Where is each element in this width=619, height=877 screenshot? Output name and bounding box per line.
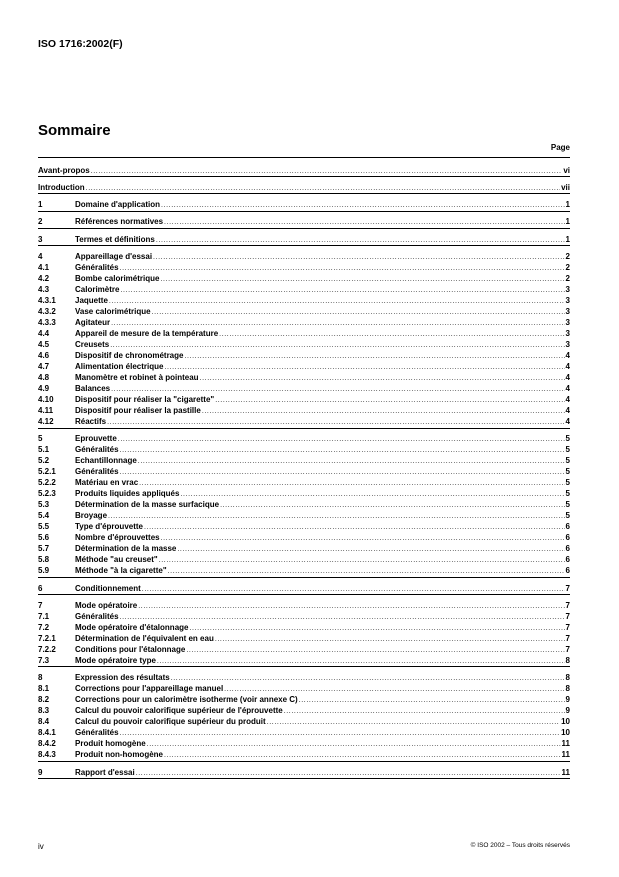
toc-entry-page: 9: [565, 695, 570, 705]
toc-entry-page: 7: [565, 622, 570, 632]
toc-entry-page: 5: [565, 489, 570, 499]
toc-entry-page: 8: [565, 684, 570, 694]
toc-entry[interactable]: [38, 499, 570, 510]
toc-entry-page: 3: [565, 340, 570, 349]
dot-leader: [142, 584, 565, 595]
toc-entry-title: Méthode "à la cigarette": [75, 566, 167, 576]
section-divider: [38, 428, 570, 429]
toc-entry-page: vii: [561, 182, 570, 192]
toc-entry-page: 11: [561, 750, 570, 760]
toc-entry[interactable]: [38, 216, 570, 227]
dot-leader: [107, 417, 564, 428]
toc-entry-title: Expression des résultats: [75, 673, 170, 683]
toc-entry-number: 4.3.2: [38, 307, 56, 316]
toc-entry-number: 4.4: [38, 329, 50, 338]
toc-entry-number: 4.11: [38, 406, 54, 415]
toc-entry-number: 4.9: [38, 384, 50, 393]
section-divider: [38, 666, 570, 667]
toc-entry-page: 5: [565, 434, 570, 444]
toc-entry[interactable]: [38, 694, 570, 705]
dot-leader: [168, 566, 565, 577]
toc-entry[interactable]: [38, 372, 570, 383]
toc-entry-page: 4: [565, 373, 570, 382]
toc-entry-page: 5: [565, 500, 570, 510]
toc-entry[interactable]: [38, 182, 570, 193]
toc-entry-number: 8.4.1: [38, 728, 56, 738]
dot-leader: [161, 200, 565, 211]
section-divider: [38, 228, 570, 229]
toc-entry-number: 7.2.2: [38, 644, 56, 654]
toc-entry[interactable]: [38, 317, 570, 328]
section-divider: [38, 176, 570, 177]
toc-entry-page: 6: [565, 566, 570, 576]
toc-entry[interactable]: [38, 444, 570, 455]
toc-entry[interactable]: [38, 455, 570, 466]
toc-entry-page: 4: [565, 406, 570, 415]
toc-entry-number: 8.4.3: [38, 750, 56, 760]
toc-entry-number: 5.4: [38, 511, 50, 521]
toc-entry-page: 5: [565, 456, 570, 466]
toc-entry-title: Avant-propos: [38, 165, 90, 175]
toc-entry[interactable]: [38, 510, 570, 521]
toc-entry[interactable]: [38, 683, 570, 694]
toc-entry[interactable]: [38, 165, 570, 176]
toc-entry-title: Agitateur: [75, 318, 111, 327]
dot-leader: [156, 235, 565, 246]
toc-entry-title: Broyage: [75, 511, 108, 521]
toc-entry-page: 7: [565, 633, 570, 643]
toc-entry-number: 5.2.2: [38, 478, 56, 488]
toc-entry-title: Méthode "au creuset": [75, 555, 158, 565]
toc-entry[interactable]: [38, 394, 570, 405]
toc-entry-title: Corrections pour un calorimètre isotherme (voir annexe C): [75, 695, 298, 705]
dot-leader: [164, 217, 565, 228]
top-divider: [38, 157, 570, 158]
toc-entry-page: 7: [565, 611, 570, 621]
toc-entry-page: 5: [565, 445, 570, 455]
toc-entry[interactable]: [38, 749, 570, 760]
toc-entry-number: 4.12: [38, 417, 54, 426]
toc-entry[interactable]: [38, 655, 570, 666]
toc-entry-title: Dispositif pour réaliser la "cigarette": [75, 395, 215, 404]
toc-entry-title: Appareillage d'essai: [75, 252, 153, 261]
toc-entry[interactable]: [38, 350, 570, 361]
toc-entry-title: Calorimètre: [75, 285, 120, 294]
document-id-header: ISO 1716:2002(F): [38, 38, 123, 50]
section-divider: [38, 577, 570, 578]
toc-entry-number: 7: [38, 600, 43, 610]
toc-entry[interactable]: [38, 611, 570, 622]
toc-entry[interactable]: [38, 306, 570, 317]
toc-entry-number: 8: [38, 673, 43, 683]
toc-entry-page: 2: [565, 274, 570, 283]
toc-entry-title: Conditions pour l'étalonnage: [75, 644, 186, 654]
toc-entry[interactable]: [38, 554, 570, 565]
toc-entry[interactable]: [38, 234, 570, 245]
toc-entry-title: Détermination de la masse: [75, 544, 177, 554]
toc-entry-title: Manomètre et robinet à pointeau: [75, 373, 199, 382]
toc-entry-page: 3: [565, 285, 570, 294]
toc-entry-page: 6: [565, 555, 570, 565]
toc-entry-page: vi: [563, 165, 570, 175]
toc-entry-number: 4.2: [38, 274, 50, 283]
toc-entry-page: 8: [565, 673, 570, 683]
toc-entry-number: 5.7: [38, 544, 50, 554]
toc-entry-title: Références normatives: [75, 217, 164, 227]
toc-entry-number: 5.1: [38, 445, 50, 455]
toc-entry-number: 8.4: [38, 717, 50, 727]
toc-entry-title: Calcul du pouvoir calorifique supérieur de l'éprouvette: [75, 706, 283, 716]
toc-entry[interactable]: [38, 295, 570, 306]
toc-entry[interactable]: [38, 262, 570, 273]
toc-entry[interactable]: [38, 600, 570, 611]
toc-entry-number: 3: [38, 234, 43, 244]
toc-entry-number: 4.3: [38, 285, 50, 294]
toc-entry-title: Généralités: [75, 467, 119, 477]
toc-entry-title: Creusets: [75, 340, 110, 349]
toc-entry[interactable]: [38, 716, 570, 727]
toc-entry-title: Conditionnement: [75, 583, 141, 593]
toc-entry-title: Introduction: [38, 182, 85, 192]
toc-entry-page: 3: [565, 296, 570, 305]
toc-entry-page: 4: [565, 417, 570, 426]
toc-entry-number: 6: [38, 583, 43, 593]
footer-copyright: © ISO 2002 – Tous droits réservés: [470, 842, 570, 849]
toc-entry-number: 2: [38, 217, 43, 227]
toc-entry-title: Balances: [75, 384, 111, 393]
dot-leader: [86, 183, 560, 194]
toc-entry[interactable]: [38, 705, 570, 716]
toc-entry-title: Type d'éprouvette: [75, 522, 143, 532]
toc-entry-page: 10: [561, 728, 570, 738]
toc-entry[interactable]: [38, 273, 570, 284]
toc-entry-page: 3: [565, 318, 570, 327]
toc-entry-title: Généralités: [75, 611, 119, 621]
toc-entry[interactable]: [38, 339, 570, 350]
toc-entry-number: 5.6: [38, 533, 50, 543]
toc-entry[interactable]: [38, 361, 570, 372]
toc-entry[interactable]: [38, 633, 570, 644]
toc-entry-number: 4.10: [38, 395, 54, 404]
toc-entry-number: 5.9: [38, 566, 50, 576]
toc-entry-number: 8.3: [38, 706, 50, 716]
toc-entry[interactable]: [38, 583, 570, 594]
section-divider: [38, 245, 570, 246]
toc-entry-page: 3: [565, 307, 570, 316]
section-divider: [38, 594, 570, 595]
dot-leader: [164, 750, 561, 761]
toc-entry[interactable]: [38, 622, 570, 633]
toc-entry-page: 4: [565, 351, 570, 360]
toc-entry-page: 2: [565, 263, 570, 272]
toc-entry-number: 5.5: [38, 522, 50, 532]
toc-entry-title: Jaquette: [75, 296, 108, 305]
toc-entry-title: Produit homogène: [75, 739, 146, 749]
toc-entry-page: 10: [561, 717, 570, 727]
dot-leader: [91, 166, 563, 177]
toc-entry-page: 9: [565, 706, 570, 716]
toc-entry[interactable]: [38, 738, 570, 749]
toc-entry-number: 5: [38, 434, 43, 444]
toc-entry[interactable]: [38, 416, 570, 427]
toc-entry[interactable]: [38, 405, 570, 416]
toc-entry-title: Réactifs: [75, 417, 107, 426]
toc-entry[interactable]: [38, 466, 570, 477]
toc-entry[interactable]: [38, 477, 570, 488]
toc-entry-page: 4: [565, 362, 570, 371]
toc-entry-title: Généralités: [75, 445, 119, 455]
page-column-label: Page: [550, 143, 570, 152]
toc-entry-title: Généralités: [75, 728, 119, 738]
toc-entry-title: Bombe calorimétrique: [75, 274, 160, 283]
toc-entry-page: 5: [565, 478, 570, 488]
toc-entry-title: Produits liquides appliqués: [75, 489, 180, 499]
toc-entry-number: 8.1: [38, 684, 50, 694]
toc-entry-title: Appareil de mesure de la température: [75, 329, 219, 338]
toc-entry-page: 1: [565, 200, 570, 210]
toc-entry-title: Domaine d'application: [75, 200, 161, 210]
toc-entry[interactable]: [38, 433, 570, 444]
toc-entry-number: 5.2.1: [38, 467, 56, 477]
toc-entry-title: Calcul du pouvoir calorifique supérieur du produit: [75, 717, 266, 727]
toc-entry-title: Vase calorimétrique: [75, 307, 151, 316]
toc-entry[interactable]: [38, 644, 570, 655]
toc-entry-page: 6: [565, 522, 570, 532]
footer-page-number: iv: [38, 842, 44, 851]
toc-entry-page: 8: [565, 655, 570, 665]
toc-entry-number: 7.3: [38, 655, 50, 665]
toc-entry-number: 8.2: [38, 695, 50, 705]
section-divider: [38, 778, 570, 779]
toc-entry-title: Mode opératoire: [75, 600, 138, 610]
toc-entry-title: Corrections pour l'appareillage manuel: [75, 684, 224, 694]
toc-entry-title: Dispositif pour réaliser la pastille: [75, 406, 201, 415]
toc-entry-number: 4.8: [38, 373, 50, 382]
toc-entry-page: 3: [565, 329, 570, 338]
section-divider: [38, 193, 570, 194]
toc-entry-number: 5.2: [38, 456, 50, 466]
toc-entry-number: 4.6: [38, 351, 50, 360]
toc-entry-number: 4.7: [38, 362, 50, 371]
toc-entry-number: 4.3.3: [38, 318, 56, 327]
toc-entry-number: 7.2.1: [38, 633, 56, 643]
toc-entry[interactable]: [38, 199, 570, 210]
toc-entry-page: 7: [565, 583, 570, 593]
toc-entry[interactable]: [38, 251, 570, 262]
toc-entry-title: Mode opératoire type: [75, 655, 156, 665]
toc-entry-page: 6: [565, 544, 570, 554]
toc-entry-number: 5.2.3: [38, 489, 56, 499]
toc-entry-title: Dispositif de chronométrage: [75, 351, 184, 360]
toc-entry-title: Termes et définitions: [75, 234, 155, 244]
toc-entry-number: 8.4.2: [38, 739, 56, 749]
toc-entry-page: 11: [561, 739, 570, 749]
toc-entry-title: Matériau en vrac: [75, 478, 139, 488]
toc-entry-page: 1: [565, 234, 570, 244]
toc-entry[interactable]: [38, 565, 570, 576]
toc-entry[interactable]: [38, 383, 570, 394]
dot-leader: [157, 656, 565, 667]
toc-entry[interactable]: [38, 727, 570, 738]
toc-entry-page: 5: [565, 511, 570, 521]
toc-entry-number: 4: [38, 252, 43, 261]
toc-entry[interactable]: [38, 672, 570, 683]
toc-entry-number: 4.1: [38, 263, 50, 272]
toc-entry-page: 1: [565, 217, 570, 227]
toc-entry[interactable]: [38, 532, 570, 543]
toc-entry-title: Détermination de la masse surfacique: [75, 500, 220, 510]
toc-entry-title: Alimentation électrique: [75, 362, 164, 371]
toc-entry[interactable]: [38, 284, 570, 295]
toc-entry-number: 5.8: [38, 555, 50, 565]
toc-entry-title: Produit non-homogène: [75, 750, 163, 760]
toc-entry-title: Rapport d'essai: [75, 767, 135, 777]
toc-entry[interactable]: [38, 521, 570, 532]
toc-entry-page: 11: [561, 767, 570, 777]
toc-entry-title: Eprouvette: [75, 434, 117, 444]
page-title: Sommaire: [38, 122, 111, 139]
toc-entry-number: 7.1: [38, 611, 50, 621]
toc-entry-page: 7: [565, 644, 570, 654]
toc-entry[interactable]: [38, 767, 570, 778]
toc-entry-title: Nombre d'éprouvettes: [75, 533, 160, 543]
toc-entry-page: 6: [565, 533, 570, 543]
section-divider: [38, 211, 570, 212]
section-divider: [38, 761, 570, 762]
toc-entry-page: 4: [565, 395, 570, 404]
toc-entry-number: 9: [38, 767, 43, 777]
toc-entry[interactable]: [38, 328, 570, 339]
toc-entry-title: Détermination de l'équivalent en eau: [75, 633, 214, 643]
toc-entry-number: 1: [38, 200, 43, 210]
toc-entry-title: Echantillonnage: [75, 456, 137, 466]
dot-leader: [136, 768, 561, 779]
toc-entry-title: Mode opératoire d'étalonnage: [75, 622, 189, 632]
toc-entry[interactable]: [38, 488, 570, 499]
toc-entry-page: 2: [565, 252, 570, 261]
toc-entry-number: 5.3: [38, 500, 50, 510]
toc-entry-page: 4: [565, 384, 570, 393]
toc-entry[interactable]: [38, 543, 570, 554]
toc-entry-number: 4.5: [38, 340, 50, 349]
toc-entry-title: Généralités: [75, 263, 119, 272]
toc-entry-page: 7: [565, 600, 570, 610]
toc-entry-number: 4.3.1: [38, 296, 56, 305]
toc-entry-number: 7.2: [38, 622, 50, 632]
toc-entry-page: 5: [565, 467, 570, 477]
